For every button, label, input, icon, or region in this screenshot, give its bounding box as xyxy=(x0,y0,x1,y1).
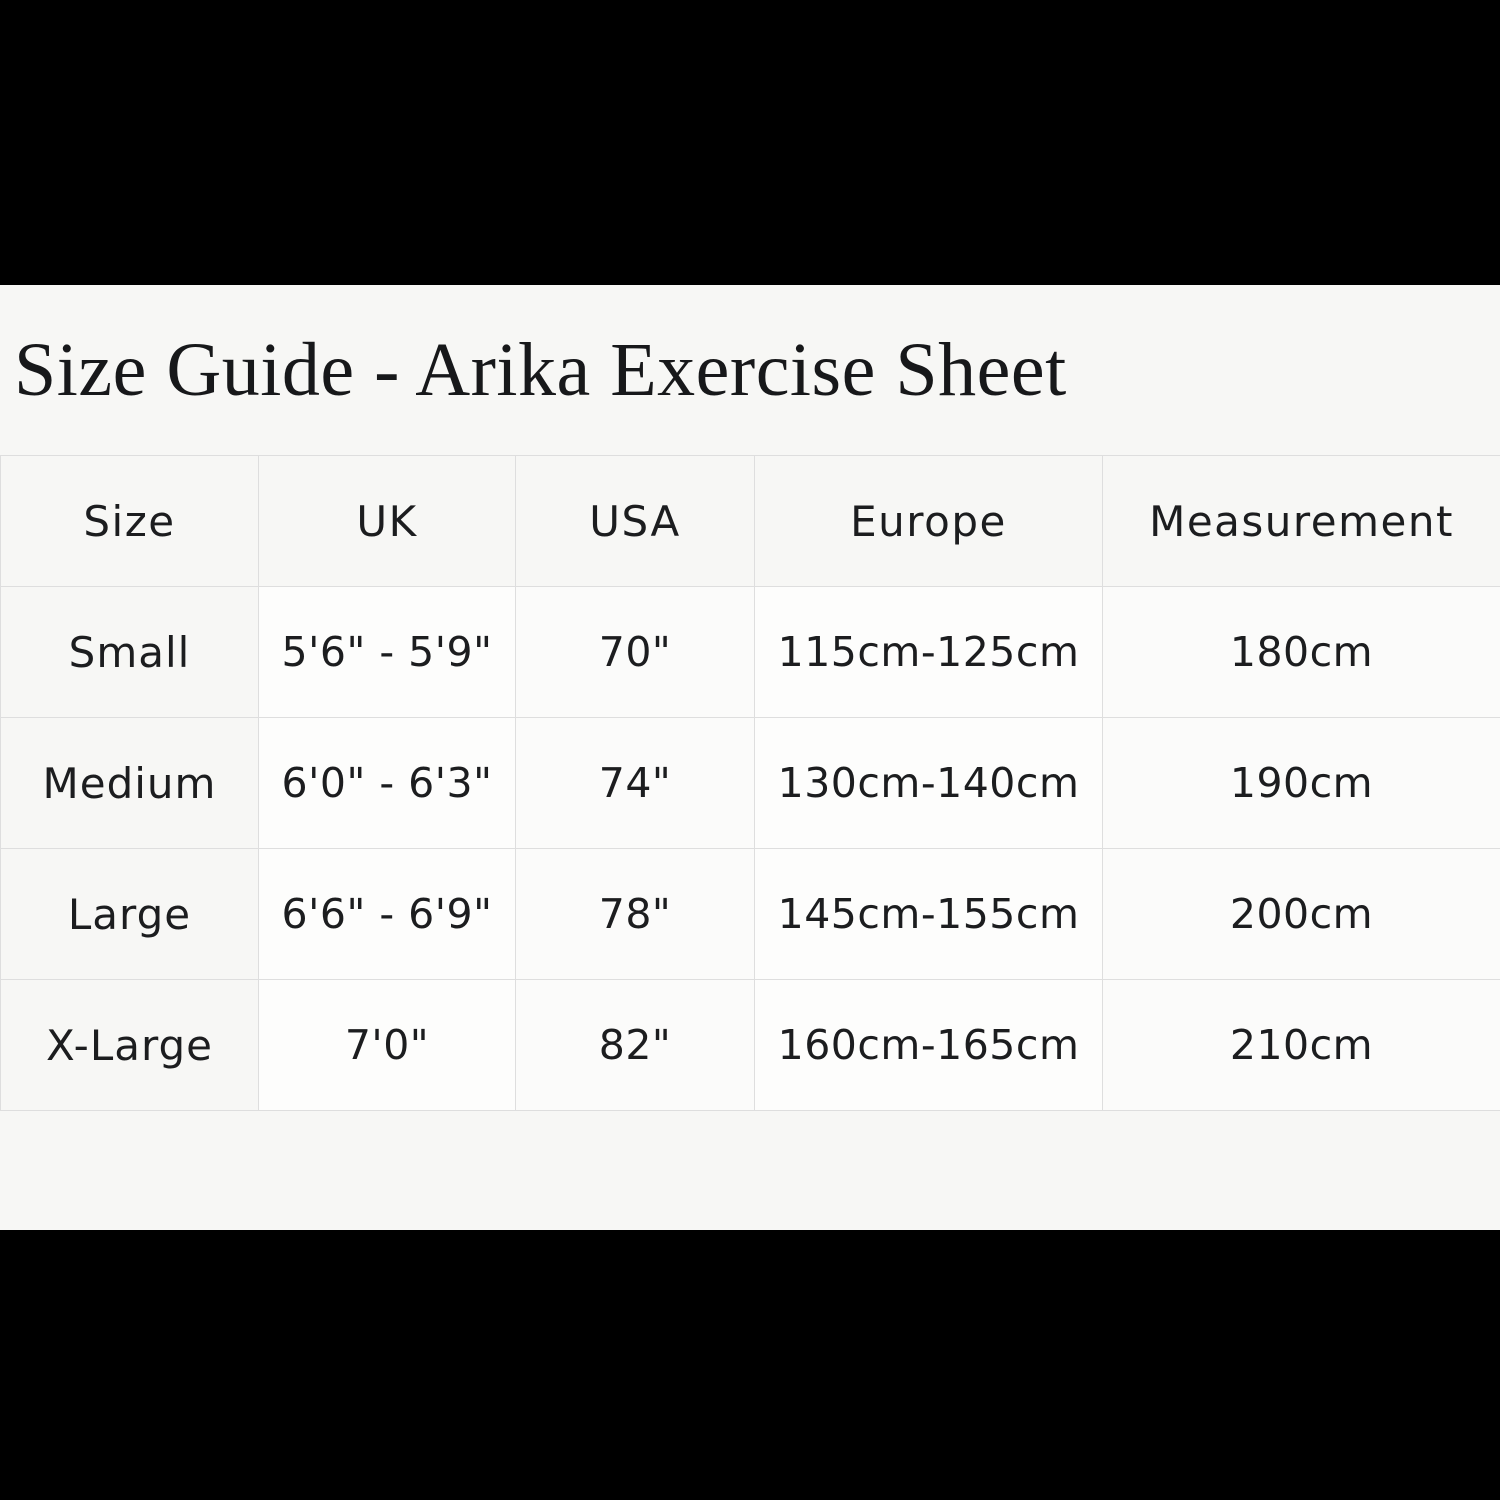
cell-europe: 160cm-165cm xyxy=(755,980,1103,1111)
column-header-measurement: Measurement xyxy=(1103,456,1500,587)
cell-size: Large xyxy=(1,849,259,980)
table-row xyxy=(1,980,1500,1111)
cell-size: Small xyxy=(1,587,259,718)
cell-usa: 82" xyxy=(516,980,755,1111)
size-table-wrapper xyxy=(0,455,1500,1111)
cell-measurement: 200cm xyxy=(1103,849,1500,980)
title-block xyxy=(0,285,1500,455)
cell-usa: 70" xyxy=(516,587,755,718)
bottom-letterbox-bar xyxy=(0,1230,1500,1500)
page-title: Size Guide - Arika Exercise Sheet xyxy=(14,328,1067,412)
top-letterbox-bar xyxy=(0,0,1500,285)
cell-uk: 6'6" - 6'9" xyxy=(259,849,516,980)
cell-measurement: 180cm xyxy=(1103,587,1500,718)
cell-uk: 5'6" - 5'9" xyxy=(259,587,516,718)
cell-size: Medium xyxy=(1,718,259,849)
column-header-europe: Europe xyxy=(755,456,1103,587)
table-row xyxy=(1,849,1500,980)
cell-usa: 74" xyxy=(516,718,755,849)
cell-europe: 115cm-125cm xyxy=(755,587,1103,718)
column-header-usa: USA xyxy=(516,456,755,587)
table-header-row xyxy=(1,456,1500,587)
cell-measurement: 190cm xyxy=(1103,718,1500,849)
table-body xyxy=(1,587,1500,1111)
cell-usa: 78" xyxy=(516,849,755,980)
cell-measurement: 210cm xyxy=(1103,980,1500,1111)
size-guide-table xyxy=(0,455,1500,1111)
table-row xyxy=(1,587,1500,718)
column-header-uk: UK xyxy=(259,456,516,587)
table-row xyxy=(1,718,1500,849)
cell-uk: 7'0" xyxy=(259,980,516,1111)
cell-size: X-Large xyxy=(1,980,259,1111)
cell-uk: 6'0" - 6'3" xyxy=(259,718,516,849)
content-band xyxy=(0,285,1500,1230)
cell-europe: 130cm-140cm xyxy=(755,718,1103,849)
column-header-size: Size xyxy=(1,456,259,587)
cell-europe: 145cm-155cm xyxy=(755,849,1103,980)
table-header xyxy=(1,456,1500,587)
